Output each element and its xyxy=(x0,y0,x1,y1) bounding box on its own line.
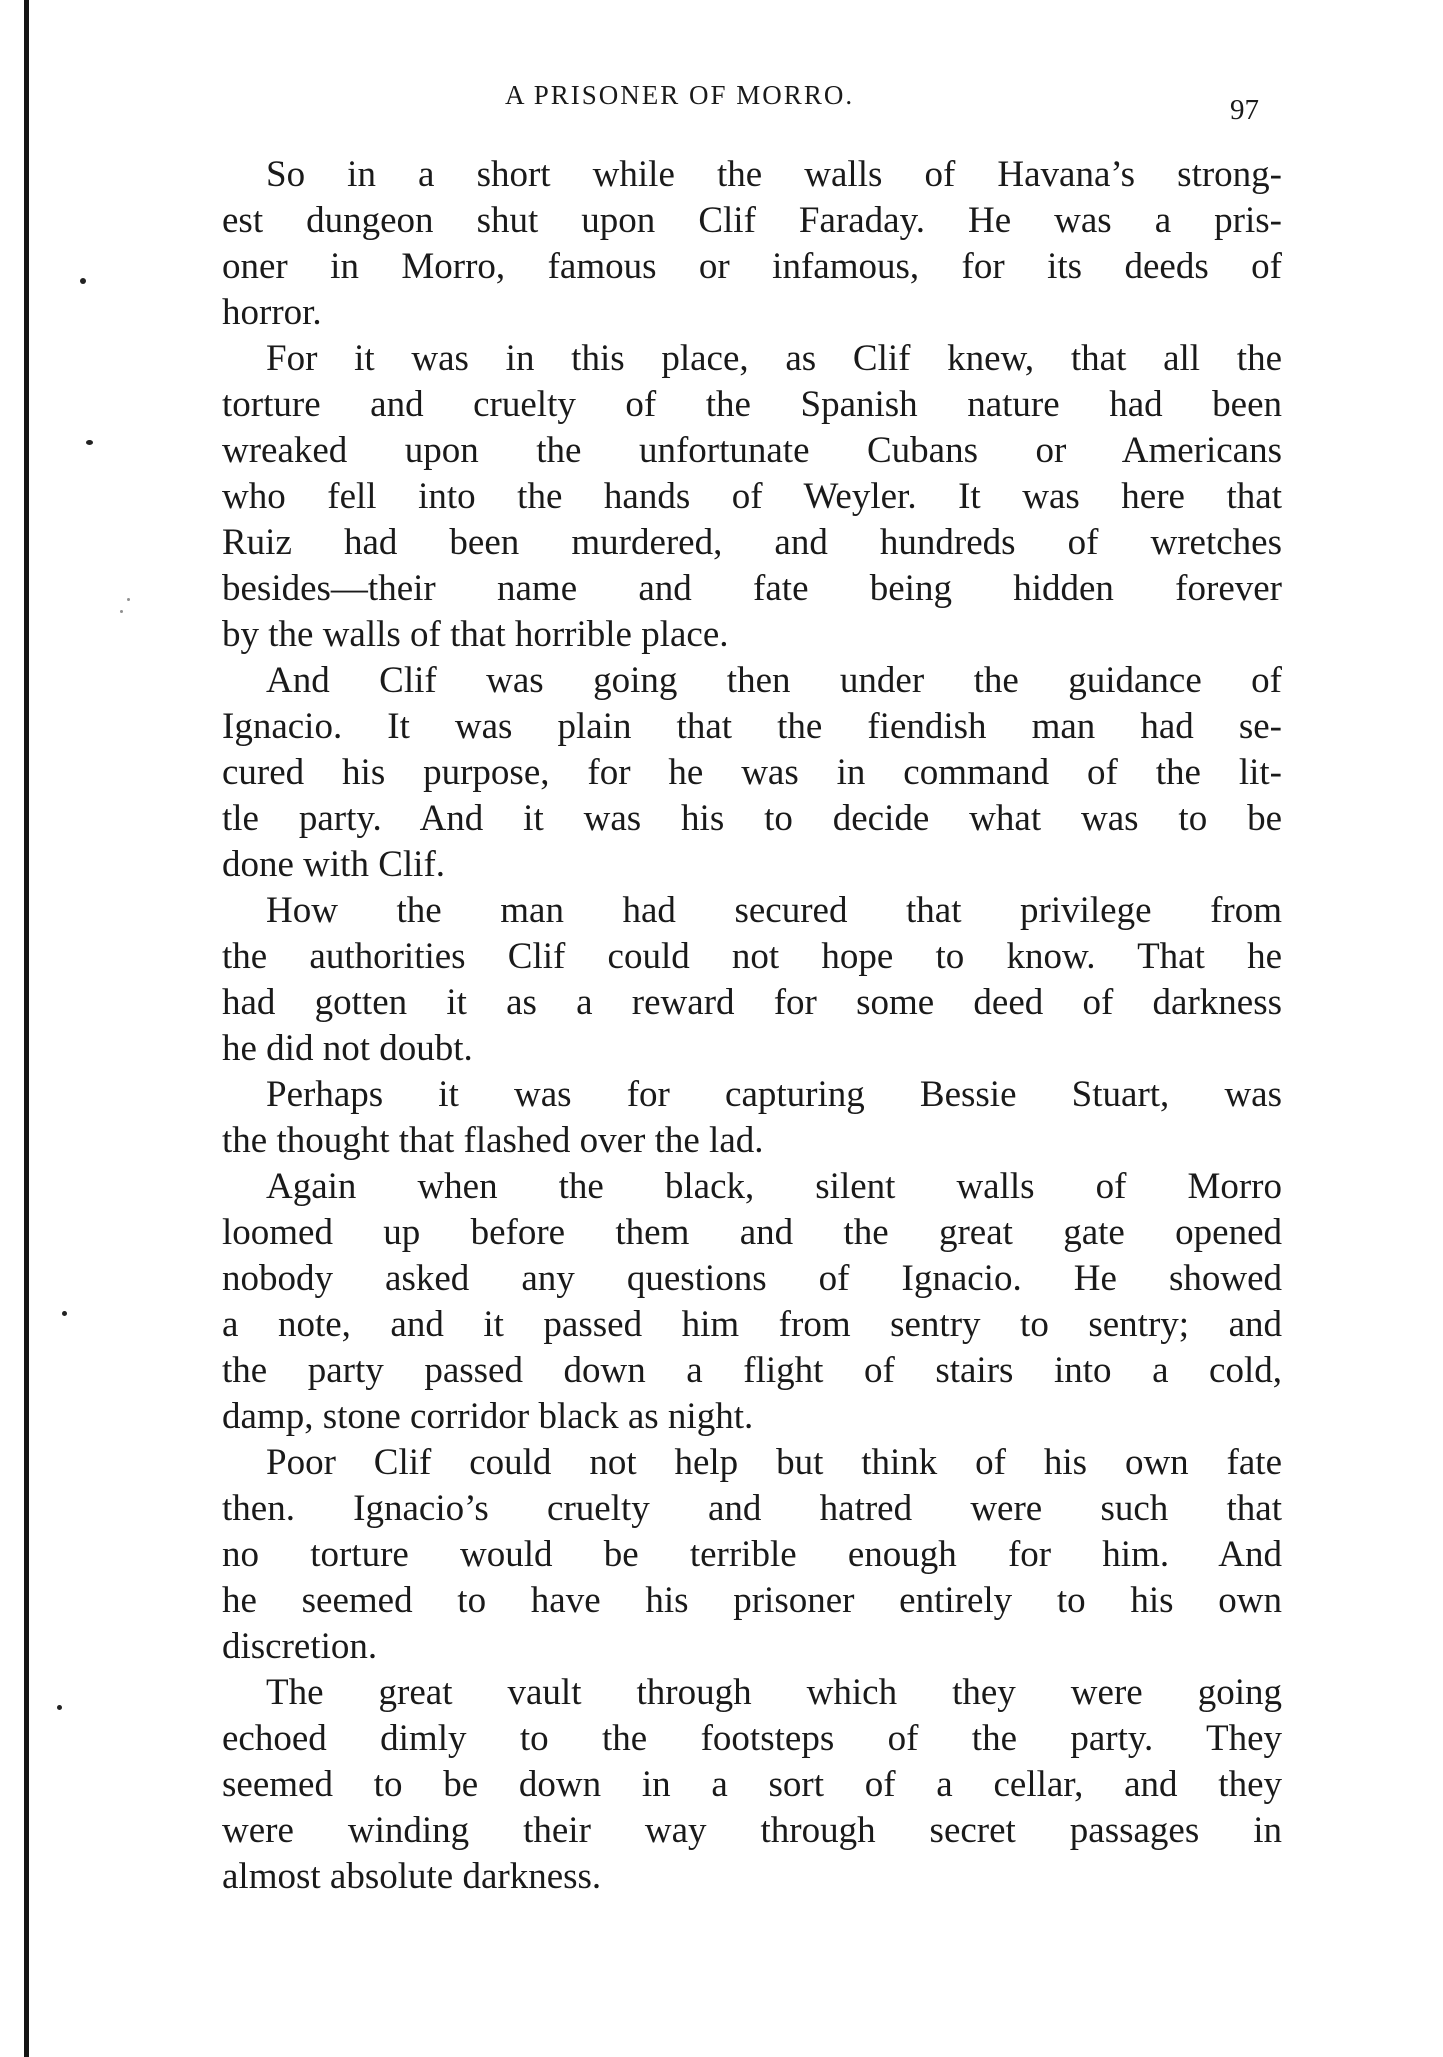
text-line: discretion. xyxy=(222,1626,378,1667)
text-line: seemed to be down in a sort of a cellar, and they xyxy=(222,1764,1282,1805)
text-line: oner in Morro, famous or infamous, for its deeds of xyxy=(222,246,1282,287)
running-head: A PRISONER OF MORRO. xyxy=(505,80,855,110)
ink-speck xyxy=(80,278,86,284)
text-line: Poor Clif could not help but think of his own fate xyxy=(266,1442,1282,1483)
ink-speck xyxy=(127,598,130,601)
text-line: horror. xyxy=(222,292,322,333)
text-line: The great vault through which they were going xyxy=(266,1672,1282,1713)
text-line: a note, and it passed him from sentry to sentry; and xyxy=(222,1304,1282,1345)
text-line: Ignacio. It was plain that the fiendish man had se- xyxy=(222,706,1282,747)
text-line: almost absolute darkness. xyxy=(222,1856,602,1897)
page-edge-line xyxy=(24,0,29,2057)
text-line: Again when the black, silent walls of Morro xyxy=(266,1166,1282,1207)
text-line: So in a short while the walls of Havana’s strong- xyxy=(266,154,1282,195)
text-line: loomed up before them and the great gate opened xyxy=(222,1212,1282,1253)
text-line: How the man had secured that privilege from xyxy=(266,890,1282,931)
text-line: besides—their name and fate being hidden forever xyxy=(222,568,1282,609)
text-line: nobody asked any questions of Ignacio. He showed xyxy=(222,1258,1282,1299)
text-line: tle party. And it was his to decide what was to be xyxy=(222,798,1282,839)
ink-speck xyxy=(57,1705,62,1710)
text-line: Ruiz had been murdered, and hundreds of wretches xyxy=(222,522,1282,563)
text-line: by the walls of that horrible place. xyxy=(222,614,729,655)
text-line: torture and cruelty of the Spanish nature had been xyxy=(222,384,1282,425)
text-line: echoed dimly to the footsteps of the party. They xyxy=(222,1718,1282,1759)
text-line: wreaked upon the unfortunate Cubans or Americans xyxy=(222,430,1282,471)
text-line: For it was in this place, as Clif knew, that all the xyxy=(266,338,1282,379)
text-line: est dungeon shut upon Clif Faraday. He was a pris- xyxy=(222,200,1282,241)
text-line: had gotten it as a reward for some deed of darkness xyxy=(222,982,1282,1023)
text-line: who fell into the hands of Weyler. It was here that xyxy=(222,476,1282,517)
body-text xyxy=(222,152,1282,1900)
text-line: he seemed to have his prisoner entirely to his own xyxy=(222,1580,1282,1621)
text-line: Perhaps it was for capturing Bessie Stuart, was xyxy=(266,1074,1282,1115)
text-line: the thought that flashed over the lad. xyxy=(222,1120,764,1161)
text-line: the party passed down a flight of stairs into a cold, xyxy=(222,1350,1282,1391)
text-line: no torture would be terrible enough for him. And xyxy=(222,1534,1282,1575)
text-line: cured his purpose, for he was in command of the lit- xyxy=(222,752,1282,793)
text-line: damp, stone corridor black as night. xyxy=(222,1396,754,1437)
text-line: then. Ignacio’s cruelty and hatred were such that xyxy=(222,1488,1282,1529)
text-line: he did not doubt. xyxy=(222,1028,473,1069)
text-line: And Clif was going then under the guidance of xyxy=(266,660,1282,701)
text-line: the authorities Clif could not hope to know. That he xyxy=(222,936,1282,977)
ink-speck xyxy=(62,1311,67,1316)
ink-speck xyxy=(120,610,123,613)
page-number: 97 xyxy=(1230,94,1259,126)
text-line: done with Clif. xyxy=(222,844,446,885)
ink-speck xyxy=(86,440,93,445)
page-header xyxy=(0,80,1443,130)
text-line: were winding their way through secret passages in xyxy=(222,1810,1282,1851)
